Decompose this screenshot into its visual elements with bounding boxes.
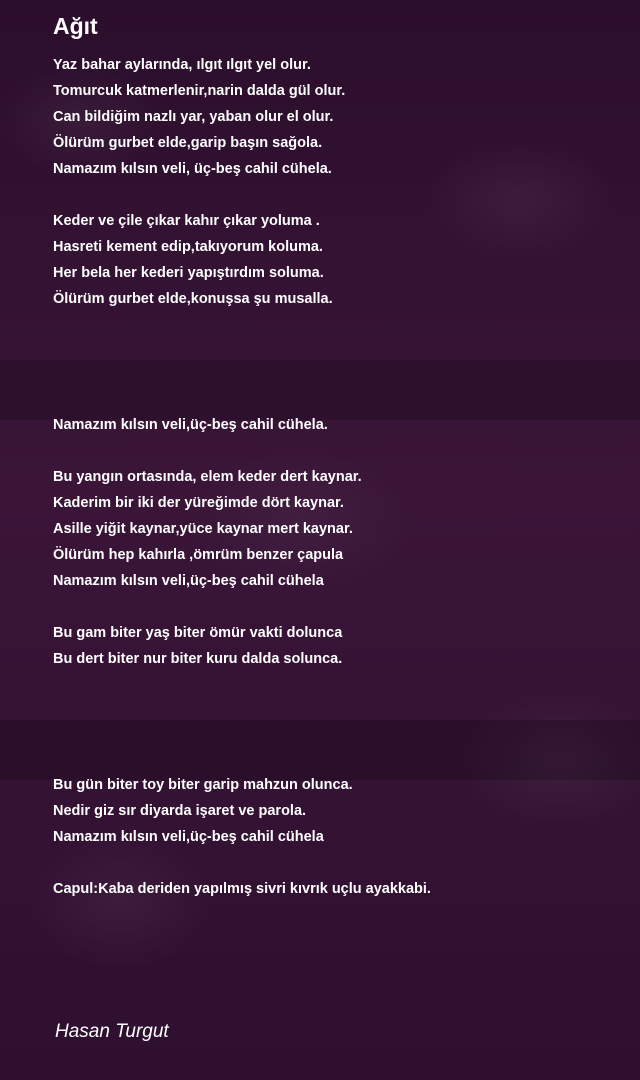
poem-line: Namazım kılsın veli,üç-beş cahil cühela. — [53, 417, 328, 433]
poem-title: Ağıt — [53, 13, 98, 39]
background-band — [0, 360, 640, 420]
poem-line: Bu dert biter nur biter kuru dalda solunca. — [53, 651, 343, 667]
stanza-gap — [53, 850, 623, 876]
poem-line: Hasreti kement edip,takıyorum koluma. — [53, 239, 323, 255]
poem-line: Tomurcuk katmerlenir,narin dalda gül olur. — [53, 83, 346, 99]
poem-line: Kaderim bir iki der yüreğimde dört kaynar. — [53, 495, 344, 511]
poem-line: Can bildiğim nazlı yar, yaban olur el olur. — [53, 109, 334, 125]
background-band — [0, 720, 640, 780]
stanza-gap — [53, 594, 623, 620]
poem-line: Ölürüm hep kahırla ,ömrüm benzer çapula — [53, 547, 344, 563]
stanza-gap — [53, 438, 623, 464]
poem-line: Bu yangın ortasında, elem keder dert kaynar. — [53, 469, 362, 485]
stanza-gap — [53, 182, 623, 208]
poem-line: Yaz bahar aylarında, ılgıt ılgıt yel olur. — [53, 57, 311, 73]
poem-line: Asille yiğit kaynar,yüce kaynar mert kaynar. — [53, 521, 353, 537]
poem-line: Keder ve çile çıkar kahır çıkar yoluma . — [53, 213, 320, 229]
poem-line: Bu gam biter yaş biter ömür vakti dolunca — [53, 625, 343, 641]
poem-line: Namazım kılsın veli, üç-beş cahil cühela. — [53, 161, 332, 177]
poem-line: Namazım kılsın veli,üç-beş cahil cühela — [53, 829, 324, 845]
poem-line: Nedir giz sır diyarda işaret ve parola. — [53, 803, 307, 819]
poem-line: Ölürüm gurbet elde,garip başın sağola. — [53, 135, 323, 151]
poem-line: Her bela her kederi yapıştırdım soluma. — [53, 265, 324, 281]
poem-line: Namazım kılsın veli,üç-beş cahil cühela — [53, 573, 324, 589]
poem-author: Hasan Turgut — [55, 1021, 169, 1042]
poem-section-1 — [53, 52, 623, 312]
poem-line: Bu gün biter toy biter garip mahzun olunca. — [53, 777, 353, 793]
poem-line: Capul:Kaba deriden yapılmış sivri kıvrık uçlu ayakkabi. — [53, 881, 431, 897]
poem-section-2 — [53, 412, 623, 672]
poem-line: Ölürüm gurbet elde,konuşsa şu musalla. — [53, 291, 333, 307]
poem-section-3 — [53, 772, 623, 902]
